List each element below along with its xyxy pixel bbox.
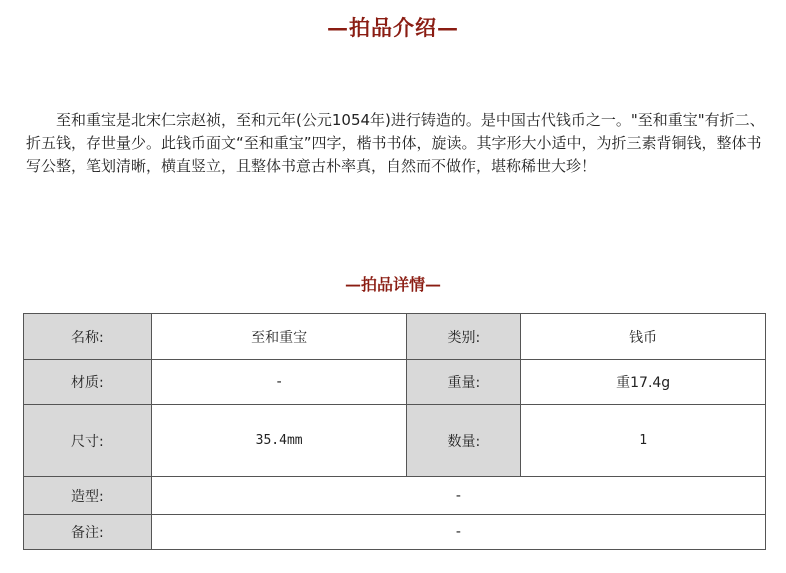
quantity-label: 数量: bbox=[407, 405, 521, 477]
shape-value: - bbox=[151, 477, 765, 515]
category-label: 类别: bbox=[407, 314, 521, 360]
table-row bbox=[24, 515, 766, 550]
size-value: 35.4mm bbox=[151, 405, 407, 477]
weight-value: 重17.4g bbox=[521, 360, 766, 405]
weight-label: 重量: bbox=[407, 360, 521, 405]
remark-label: 备注: bbox=[24, 515, 152, 550]
details-title: —拍品详情— bbox=[344, 275, 441, 294]
intro-paragraph: 至和重宝是北宋仁宗赵祯，至和元年(公元1054年)进行铸造的。是中国古代钱币之一。"至和重宝"有折二、折五钱，存世量少。此钱币面文“至和重宝”四字，楷书书体，旋读。其字形大小适中，为折三素背铜钱，整体书写公整，笔划清晰，横直竖立，且整体书意古朴率真，自然而不做作，堪称稀世大珍！ bbox=[26, 111, 765, 175]
shape-label: 造型: bbox=[24, 477, 152, 515]
category-value: 钱币 bbox=[521, 314, 766, 360]
quantity-value: 1 bbox=[521, 405, 766, 477]
remark-value: - bbox=[151, 515, 765, 550]
details-table bbox=[23, 313, 766, 550]
material-label: 材质: bbox=[24, 360, 152, 405]
size-label: 尺寸: bbox=[24, 405, 152, 477]
table-row bbox=[24, 360, 766, 405]
material-value: - bbox=[151, 360, 407, 405]
page-title: —拍品介绍— bbox=[327, 15, 459, 40]
name-value: 至和重宝 bbox=[151, 314, 407, 360]
table-row bbox=[24, 477, 766, 515]
table-row bbox=[24, 405, 766, 477]
name-label: 名称: bbox=[24, 314, 152, 360]
table-row bbox=[24, 314, 766, 360]
